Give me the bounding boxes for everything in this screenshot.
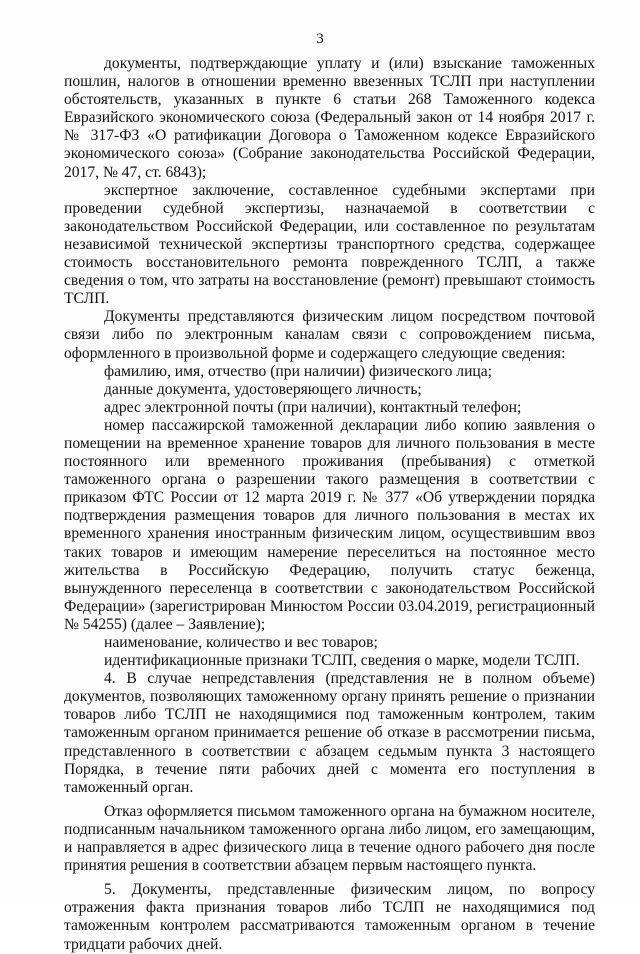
paragraph-contact-details: адрес электронной почты (при наличии), контактный телефон; <box>104 398 522 416</box>
paragraph-vehicle-identification: идентификационные признаки ТСЛП, сведения о марке, модели ТСЛП. <box>104 652 580 670</box>
paragraph-section-4: 4. В случае непредставления (представления не в полном объеме) документов, позволяющих таможенному органу принять решение о признании товаров либо ТСЛП не находящимися под таможенным контролем, таким таможенным органом принимается решение об отказе в рассмотрении письма, представленного в соответствии с абзацем седьмым пункта 3 настоящего Порядка, в течение пяти рабочих дней с момента его поступления в таможенный орган. <box>64 670 595 796</box>
paragraph-expert-conclusion: экспертное заключение, составленное судебными экспертами при проведении судебной экспертизы, назначаемой в соответствии с законодательством Российской Федерации, или составленное по результатам независимой технической экспертизы транспортного средства, содержащее стоимость восстановительного ремонта поврежденного ТСЛП, а также сведения о том, что затраты на восстановление (ремонт) превышают стоимость ТСЛП. <box>64 181 595 308</box>
paragraph-declaration-number: номер пассажирской таможенной декларации либо копию заявления о помещении на временное хранение товаров для личного пользования в месте постоянного или временного проживания (пребывания) с отметкой таможенного органа о разрешении такого размещения в соответствии с приказом ФТС России от 12 марта 2019 г. № 377 «Об утверждении порядка подтверждения размещения товаров для личного пользования в местах их временного хранения иностранным физическим лицом, осуществившим ввоз таких товаров и имеющим намерение переселиться на постоянное место жительства в Российскую Федерацию, получить статус беженца, вынужденного переселенца в соответствии с законодательством Российской Федерации» (зарегистрирован Минюстом России 03.04.2019, регистрационный № 54255) (далее – Заявление); <box>64 416 595 633</box>
paragraph-customs-payment-documents: документы, подтверждающие уплату и (или) взыскание таможенных пошлин, налогов в отношении временно ввезенных ТСЛП при наступлении обстоятельств, указанных в пункте 6 статьи 268 Таможенного кодекса Евразийского экономического союза (Федеральный закон от 14 ноября 2017 г. № 317-ФЗ «О ратификации Договора о Таможенном кодексе Евразийского экономического союза» (Собрание законодательства Российской Федерации, 2017, № 47, ст. 6843); <box>64 55 595 181</box>
paragraph-full-name: фамилию, имя, отчество (при наличии) физического лица; <box>104 362 493 380</box>
page-number: 3 <box>316 31 324 47</box>
paragraph-identity-document: данные документа, удостоверяющего личность; <box>104 380 422 398</box>
paragraph-goods-description: наименование, количество и вес товаров; <box>104 634 378 651</box>
document-body <box>64 55 595 954</box>
paragraph-submission-method: Документы представляются физическим лицом посредством почтовой связи либо по электронным каналам связи с сопровождением письма, оформленного в произвольной форме и содержащего следующие сведения: <box>64 308 595 362</box>
paragraph-refusal: Отказ оформляется письмом таможенного органа на бумажном носителе, подписанным начальником таможенного органа либо лицом, его замещающим, и направляется в адрес физического лица в течение одного рабочего дня после принятия решения в соответствии абзацем первым настоящего пункта. <box>64 802 595 875</box>
paragraph-section-5: 5. Документы, представленные физическим лицом, по вопросу отражения факта признания товаров либо ТСЛП не находящимися под таможенным контролем рассматриваются таможенным органом в течение тридцати рабочих дней. <box>64 881 595 953</box>
